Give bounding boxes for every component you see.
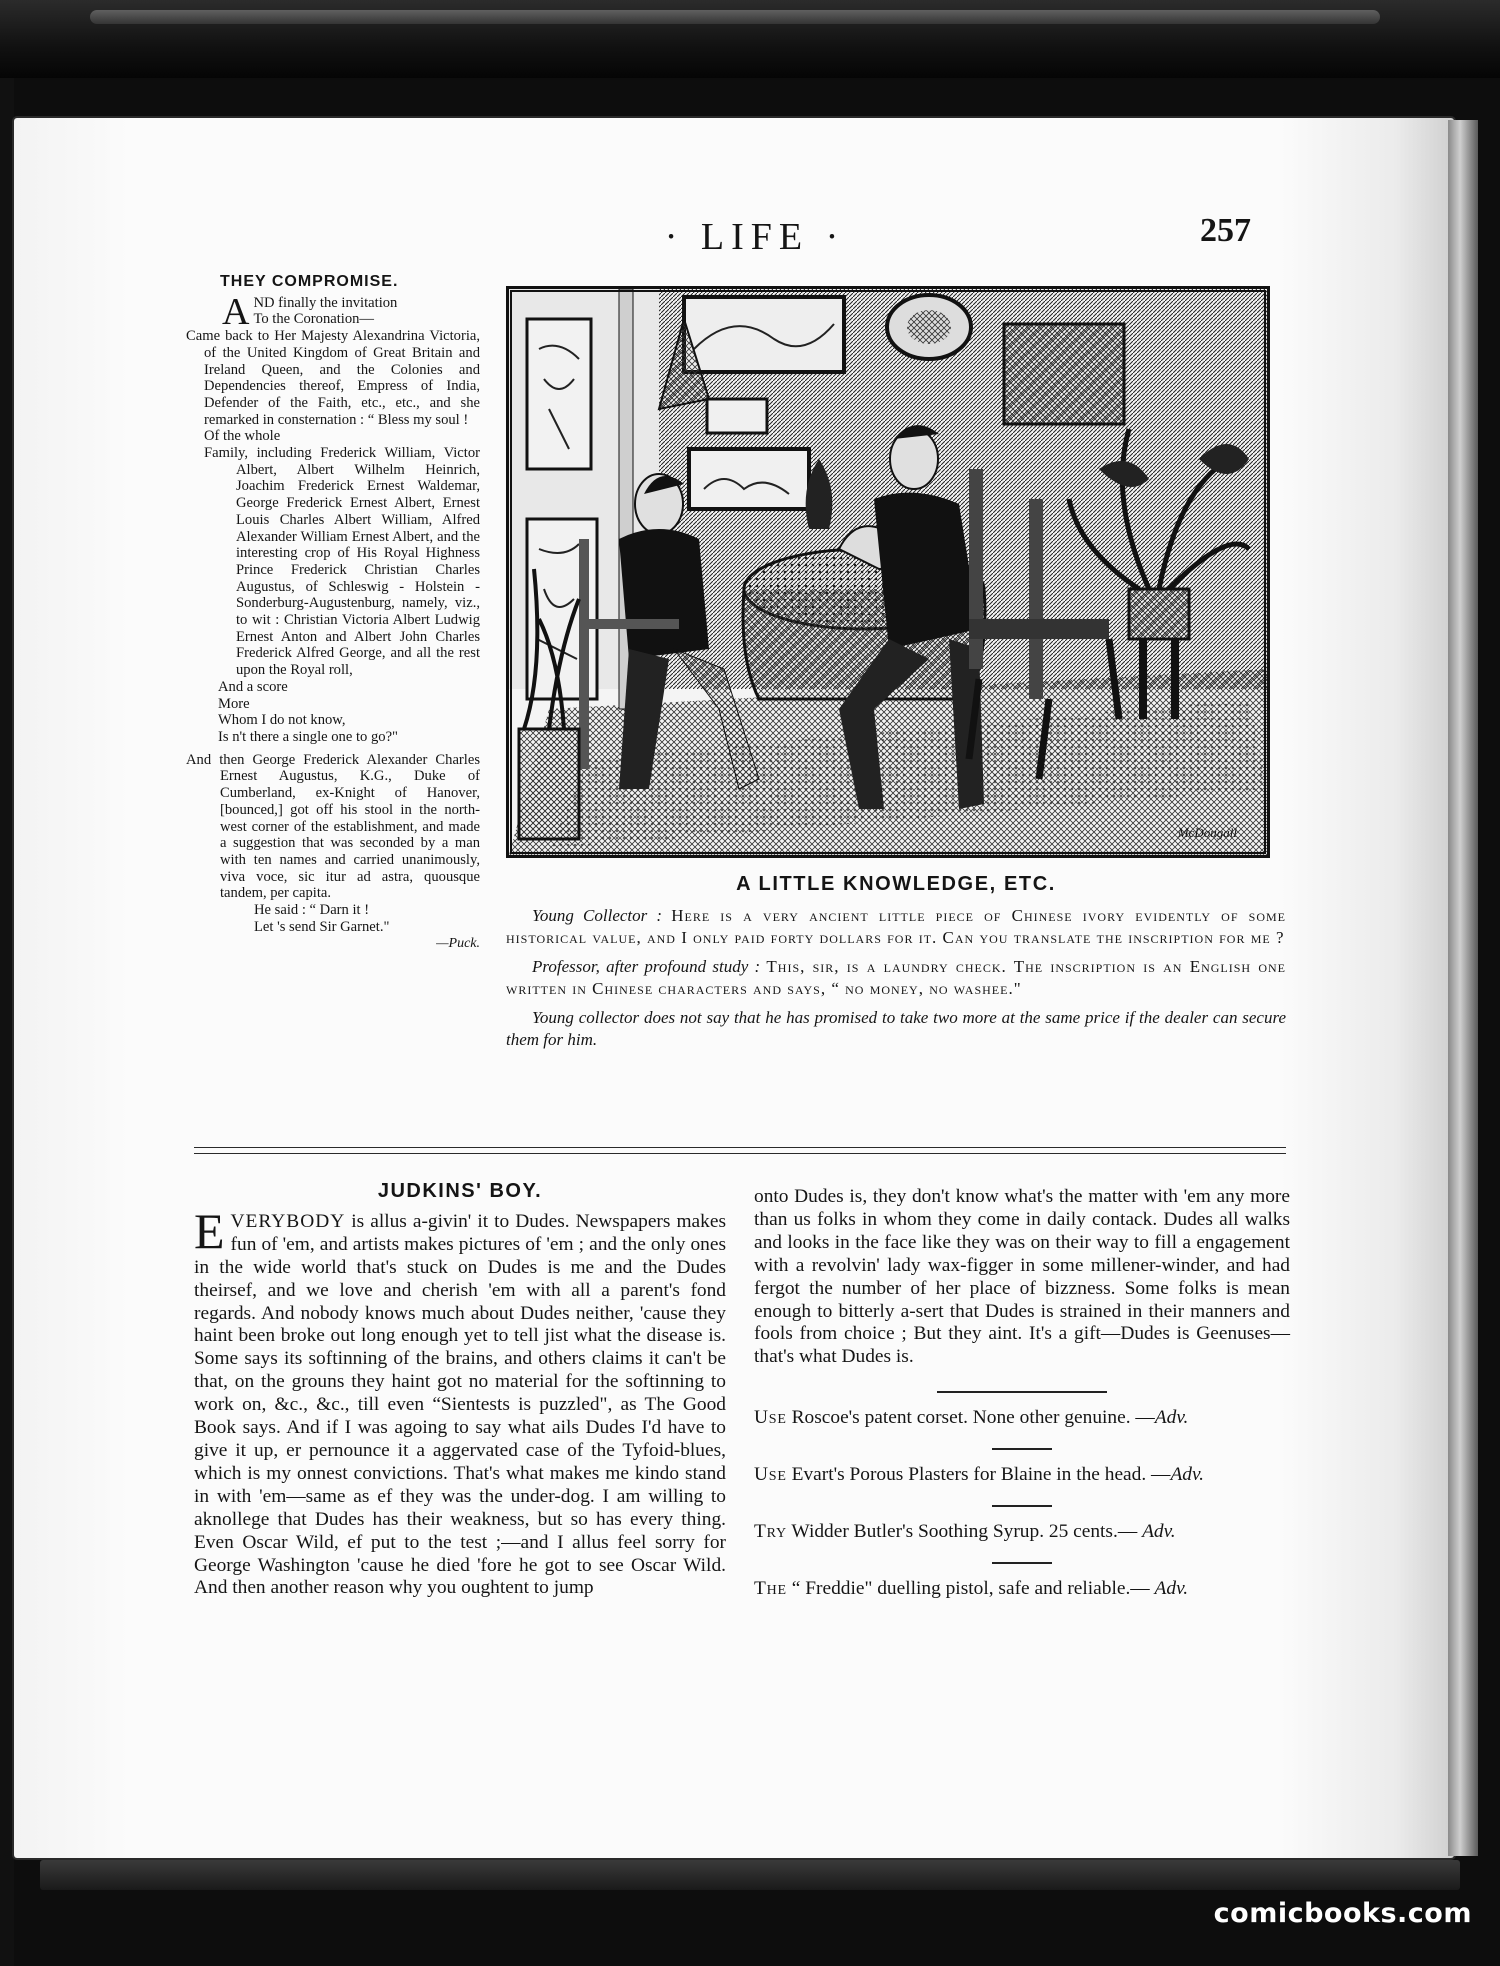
artist-signature: McDougall	[1177, 825, 1237, 840]
poem-line: Came back to Her Majesty Alexandrina Victoria, of the United Kingdom of Great Britain and Ireland Queen, and the Colonies and Dependencies thereof, Empress of India, Defender of the Faith, etc., etc., and she remarked in consternation : “ Bless my soul !	[186, 328, 480, 428]
section-divider	[194, 1153, 1286, 1154]
poem-source: —Puck.	[436, 936, 480, 952]
advert-tag: Adv.	[1154, 1407, 1189, 1429]
poem-drop-letter: A	[222, 290, 250, 333]
advert-tag: Adv.	[1170, 1464, 1205, 1486]
masthead: · LIFE ·	[664, 216, 846, 258]
poem-line: Family, including Frederick William, Victor Albert, Albert Wilhelm Heinrich, Joachim Frederick Ernest Waldemar, George Frederick Ernest Albert, Ernest Louis Charles Albert William, Alfred Alexander William Ernest Albert, and the interesting crop of His Royal Highness Prince Frederick Christian Charles Augustus, of Schleswig - Holstein - Sonderburg-Augustenburg, namely, viz., to wit : Christian Victoria Albert Ludwig Ernest Anton and Albert John Charles Frederick Alfred George, and all the rest upon the Royal roll,	[204, 445, 480, 679]
poem-line: And a score	[218, 678, 288, 695]
parlor-scene-engraving	[509, 289, 1267, 855]
poem-they-compromise	[186, 274, 480, 953]
closing-text: Young collector does not say that he has promised to take two more at the same price if the dealer can secure them for him.	[506, 1007, 1286, 1049]
drop-letter: E	[194, 1202, 225, 1259]
poem-line: More	[218, 695, 250, 712]
advert-lead: The	[754, 1577, 787, 1599]
poem-line: To the Coronation—	[253, 311, 375, 328]
section-divider	[194, 1147, 1286, 1148]
article-title: A LITTLE KNOWLEDGE, ETC.	[736, 873, 1056, 895]
poem-line: And then George Frederick Alexander Charles Ernest Augustus, K.G., Duke of Cumberland, ex-Knight of Hanover, [bounced,] got off his stool in the north-west corner of the establishment, and made a suggestion that was seconded by a man with ten names and carried unanimously, viva voce, sic itur ad astra, quousque tandem, per capita.	[186, 751, 480, 902]
poem-title: THEY COMPROMISE.	[220, 273, 399, 290]
dialogue-paragraph	[506, 956, 1286, 1001]
page-edge	[1448, 120, 1478, 1856]
poem-line: Let 's send Sir Garnet."	[254, 918, 390, 935]
article-title: JUDKINS' BOY.	[377, 1180, 543, 1202]
scanner-top-strip	[0, 0, 1500, 78]
scanner-bottom-strip	[40, 1860, 1460, 1890]
advert	[754, 1521, 1290, 1544]
scanner-left-edge	[0, 78, 14, 1966]
poem-line: Whom I do not know,	[218, 712, 346, 729]
advert-text: Widder Butler's Soothing Syrup. 25 cents.—	[786, 1521, 1143, 1543]
poem-line: ND finally the invitation	[253, 294, 398, 311]
dialogue-paragraph	[506, 905, 1286, 950]
advert	[754, 1464, 1290, 1487]
divider-rule	[992, 1562, 1052, 1564]
advert-tag: Adv.	[1154, 1577, 1189, 1599]
advert-lead: Try	[754, 1521, 787, 1543]
poem-line: Of the whole	[204, 428, 281, 445]
divider-rule	[992, 1505, 1052, 1507]
advert-text: Roscoe's patent corset. None other genuine. —	[786, 1407, 1155, 1429]
advert	[754, 1578, 1290, 1601]
judkins-boy-article	[194, 1180, 726, 1600]
article-continuation: onto Dudes is, they don't know what's the matter with 'em any more than us folks in whom they come in daily contack. Dudes all walks and looks in the face like they was on their way to fill a engagement with a revolvin' lady wax-figger in some millener-winder, and had fergot the number of her place of bizzness. Some folks is mean enough to bitterly a-sert that Dudes is strained in their manners and fools from choice ; But they aint. It's a gift—Dudes is Geenuses—that's what Dudes is.	[754, 1186, 1290, 1368]
closing-paragraph	[506, 1007, 1286, 1052]
advert-lead: Use	[754, 1464, 787, 1486]
advert-tag: Adv.	[1142, 1521, 1176, 1543]
advert-text: “ Freddie" duelling pistol, safe and reliable.—	[786, 1577, 1155, 1599]
divider-rule	[937, 1391, 1107, 1393]
scanner-rod	[90, 10, 1380, 24]
first-word: VERYBODY	[230, 1210, 346, 1232]
dialogue-text: Here is a very ancient little piece of Chinese ivory evidently of some historical value, and I only paid forty dollars for it. Can you translate the inscription for me ?	[506, 905, 1286, 947]
a-little-knowledge-article	[506, 873, 1286, 1058]
poem-line: He said : “ Darn it !	[254, 902, 370, 919]
divider-rule	[992, 1448, 1052, 1450]
page-number: 257	[1200, 212, 1251, 249]
advert	[754, 1407, 1290, 1430]
article-body	[194, 1202, 726, 1600]
poem-line: Is n't there a single one to go?"	[218, 728, 399, 745]
site-watermark[interactable]: comicbooks.com	[1213, 1898, 1472, 1929]
speaker-label: Young Collector :	[532, 905, 663, 925]
right-column	[754, 1186, 1290, 1601]
advert-text: Evart's Porous Plasters for Blaine in the head. —	[786, 1464, 1171, 1486]
advert-lead: Use	[754, 1407, 787, 1429]
dialogue-text: This, sir, is a laundry check. The inscription is an English one written in Chinese characters and says, “ no money, no washee."	[506, 956, 1286, 998]
speaker-label: Professor, after profound study :	[532, 956, 761, 976]
engraving-illustration	[506, 286, 1270, 858]
body-text: is allus a-givin' it to Dudes. Newspapers makes fun of 'em, and artists makes pictures of 'em ; and the only ones in the wide world that's stuck on Dudes is me and the Dudes theirsef, and we love and cherish 'em with all a parent's fond regards. And nobody knows much about Dudes neither, 'cause they haint been broke out long enough yet to tell jist what the disease is. Some says its softinning of the brains, and others claims it can't be that, on the grouns they haint got no material for the softinning to work on, &c., &c., till even “Sientests is puzzled", as The Good Book says. And if I was agoing to say what ails Dudes I'd have to give it up, er pernounce it a aggervated case of the Tyfoid-blues, which is my onnest convictions. That's what makes me kindo stand in with 'em—same as ef they was the under-dog. I am willing to aknollege that Dudes has their weakness, but so has every thing. Even Oscar Wild, ef put to the test ;—and I allus feel sorry for George Washington 'cause he died 'fore he got to see Oscar Wild. And then another reason why you oughtent to jump	[194, 1210, 726, 1599]
